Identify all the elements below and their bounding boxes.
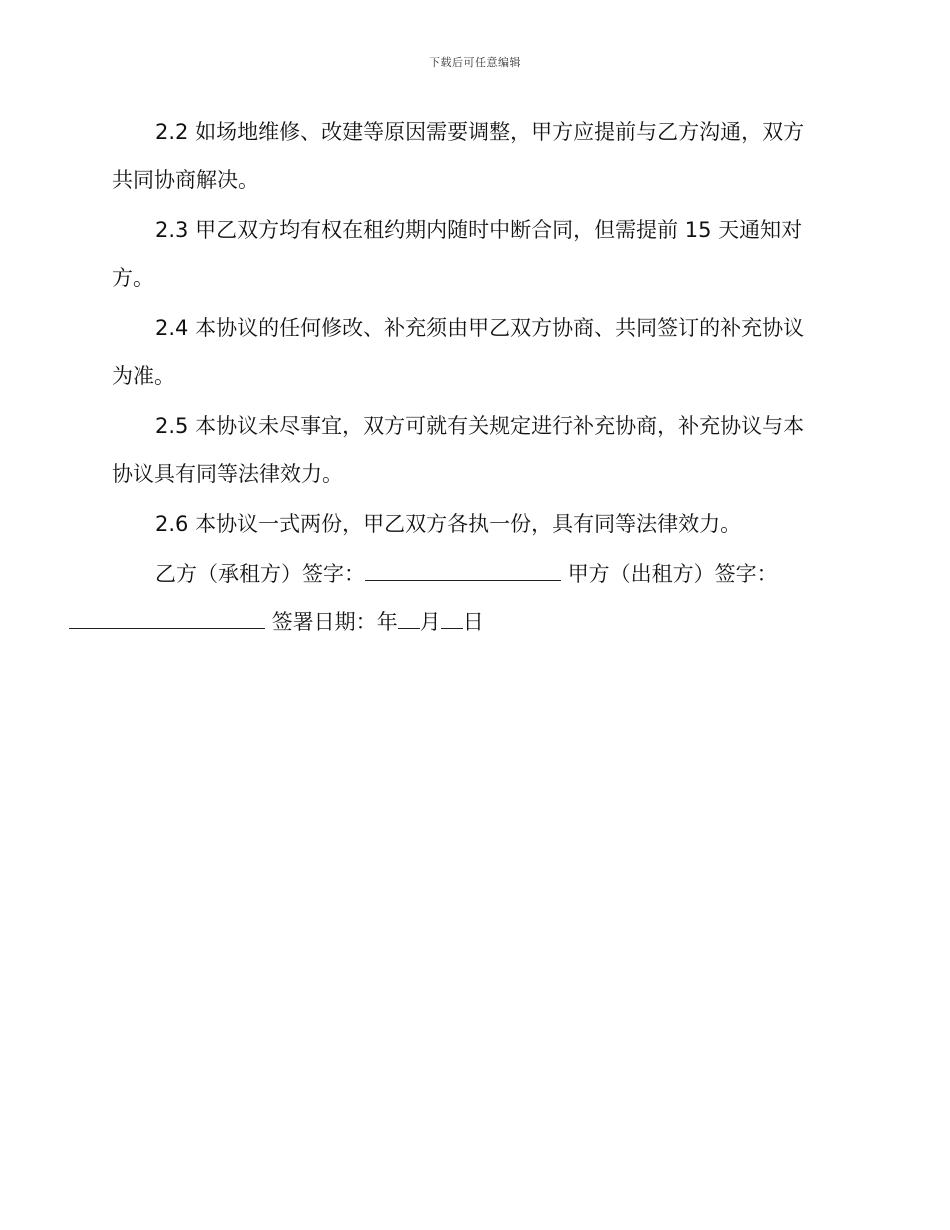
- party-a-signature-label: 甲方（出租方）签字：: [567, 562, 778, 586]
- clause-2-3: 2.3 甲乙双方均有权在租约期内随时中断合同，但需提前 15 天通知对方。: [112, 218, 803, 290]
- day-label: 日: [462, 610, 484, 634]
- month-blank: [398, 608, 420, 629]
- year-label: 年: [376, 610, 398, 634]
- signature-block: [112, 550, 824, 646]
- clause-2-5: 2.5 本协议未尽事宜，双方可就有关规定进行补充协商，补充协议与本协议具有同等法律效力。: [112, 414, 805, 486]
- document-body: [112, 108, 824, 648]
- day-blank: [441, 608, 463, 629]
- party-a-signature-blank: [69, 608, 265, 629]
- clause-2-2: 2.2 如场地维修、改建等原因需要调整，甲方应提前与乙方沟通，双方共同协商解决。: [112, 120, 805, 192]
- header-note: 下载后可任意编辑: [429, 56, 521, 69]
- clause-2-4: 2.4 本协议的任何修改、补充须由甲乙双方协商、共同签订的补充协议为准。: [112, 316, 805, 388]
- month-label: 月: [419, 610, 441, 634]
- date-label: 签署日期：: [271, 610, 377, 634]
- party-b-signature-blank: [365, 560, 561, 581]
- clause-2-6: 2.6 本协议一式两份，甲乙双方各执一份，具有同等法律效力。: [155, 512, 742, 536]
- party-b-signature-label: 乙方（承租方）签字：: [155, 562, 365, 586]
